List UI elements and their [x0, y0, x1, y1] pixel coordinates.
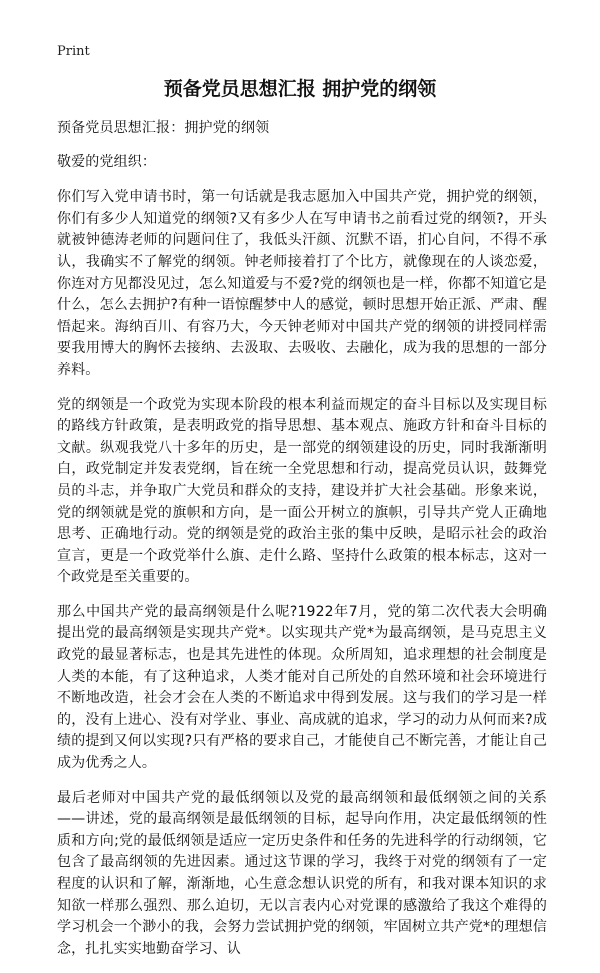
greeting: 敬爱的党组织：: [57, 153, 157, 170]
body-paragraph-1: 你们写入党申请书时，第一句话就是我志愿加入中国共产党，拥护党的纲领，你们有多少人知道党的纲领?又有多少人在写申请书之前看过党的纲领?，开头就被钟德涛老师的问题问住了，我低头汗颜、沉默不语，扪心自问，不得不承认，我确实不了解党的纲领。钟老师接着打了个比方，就像现在的人谈恋爱，你连对方见都没见过，怎么知道爱与不爱?党的纲领也是一样，你都不知道它是什么，怎么去拥护?有种一语惊醒梦中人的感觉，顿时思想开始正派、严肃、醒悟起来。海纳百川、有容乃大，今天钟老师对中国共产党的纲领的讲授同样需要我用博大的胸怀去接纳、去汲取、去吸收、去融化，成为我的思想的一部分养料。: [57, 189, 547, 378]
body-paragraph-3: 那么中国共产党的最高纲领是什么呢?1922年7月，党的第二次代表大会明确提出党的最高纲领是实现共产党*。以实现共产党*为最高纲领，是马克思主义政党的最显著标志，也是其先进性的体现。众所周知，追求理想的社会制度是人类的本能，有了这种追求，人类才能对自己所处的自然环境和社会环境进行不断地改造，社会才会在人类的不断追求中得到发展。这与我们的学习是一样的，没有上进心、没有对学业、事业、高成就的追求，学习的动力从何而来?成绩的提到又何以实现?只有严格的要求自己，才能使自己不断完善，才能让自己成为优秀之人。: [57, 603, 547, 772]
document-subtitle: 预备党员思想汇报：拥护党的纲领: [57, 120, 270, 136]
body-paragraph-2: 党的纲领是一个政党为实现本阶段的根本利益而规定的奋斗目标以及实现目标的路线方针政策，是表明政党的指导思想、基本观点、施政方针和奋斗目标的文献。纵观我党八十多年的历史，是一部党的纲领建设的历史，同时我渐渐明白，政党制定并发表党纲，旨在统一全党思想和行动，提高党员认识，鼓舞党员的斗志，并争取广大党员和群众的支持，建设并扩大社会基础。形象来说，党的纲领就是党的旗帜和方向，是一面公开树立的旗帜，引导共产党人正确地思考、正确地行动。党的纲领是党的政治主张的集中反映，是昭示社会的政治宣言，更是一个政党举什么旗、走什么路、坚持什么政策的根本标志，这对一个政党是至关重要的。: [57, 396, 547, 586]
document-body: [57, 118, 547, 973]
document-title: 预备党员思想汇报 拥护党的纲领: [163, 78, 437, 100]
print-link[interactable]: Print: [57, 44, 90, 59]
body-paragraph-4: 最后老师对中国共产党的最低纲领以及党的最高纲领和最低纲领之间的关系——讲述，党的最高纲领是最低纲领的目标，起导向作用，决定最低纲领的性质和方向;党的最低纲领是适应一定历史条件和任务的先进科学的行动纲领，它包含了最高纲领的先进因素。通过这节课的学习，我终于对党的纲领有了一定程度的认识和了解，渐渐地，心生意念想认识党的所有，和我对课本知识的求知欲一样那么强烈、那么迫切，无以言表内心对党课的感激给了我这个难得的学习机会一个渺小的我，会努力尝试拥护党的纲领，牢固树立共产党*的理想信念，扎扎实实地勤奋学习、认: [57, 789, 547, 957]
